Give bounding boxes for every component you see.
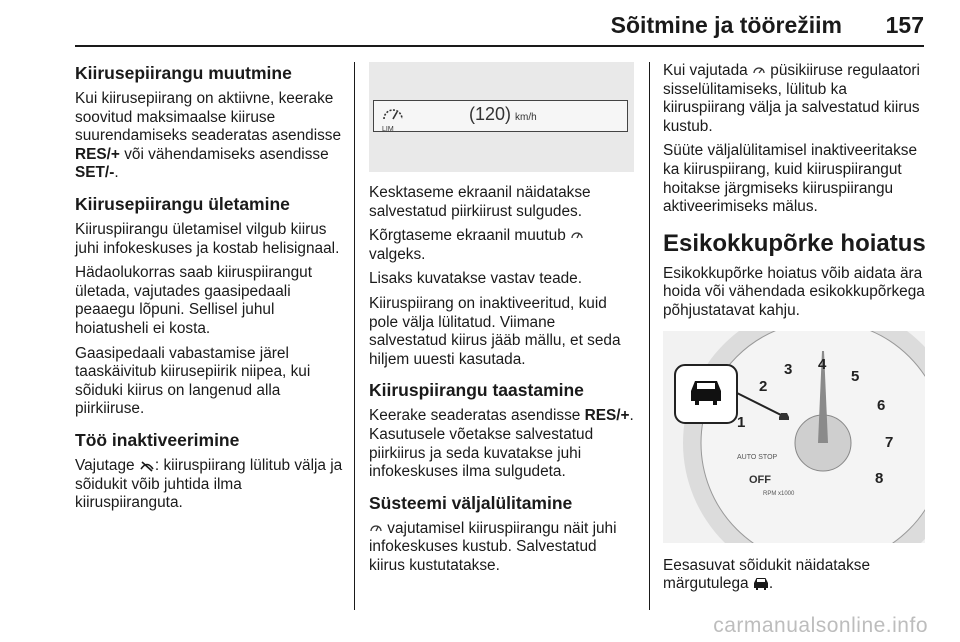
header-rule: [75, 45, 924, 47]
column-divider: [354, 62, 355, 610]
rpm-label: RPM x1000: [763, 490, 795, 497]
paragraph: Gaasipedaali vabastamise järel taaskäivitub kiirusepiirik niipea, kui sõiduki kiirus on langenud alla piirkiiruse.: [75, 344, 311, 418]
tachometer-svg: [663, 331, 925, 543]
paragraph: Keerake seaderatas asendisse RES/+. Kasutusele võetakse salvestatud piirkiirus ja seda kuvatakse juhi infokeskuses ilma sulgudeta.: [369, 407, 634, 481]
tick-label: 5: [851, 367, 860, 385]
display-illustration: [369, 62, 634, 172]
paragraph: Kiiruspiirang on inaktiveeritud, kuid pole välja lülitatud. Viimane salvestatud kiirus jääb mällu, et seda hiljem uuesti kasutada.: [369, 294, 621, 368]
stored-speed: (120) km/h: [469, 104, 537, 124]
speed-limiter-icon: [369, 521, 383, 535]
paragraph: Hädaolukorras saab kiiruspiirangut ületada, vajutades gaasipedaali peaaegu lõpuni. Sellisel juhul hoiatusheli ei kosta.: [75, 264, 312, 337]
tick-label: 6: [877, 396, 886, 414]
paragraph: Kiiruspiirangu ületamisel vilgub kiirus juhi infokeskuses ja kostab helisignaal.: [75, 220, 340, 257]
paragraph: vajutamisel kiiruspiirangu näit juhi infokeskuses kustub. Salvestatud kiirus kustutatakse.: [369, 519, 617, 574]
page-number: 157: [885, 12, 924, 38]
tick-label: 8: [875, 469, 884, 487]
paragraph: Kõrgtaseme ekraanil muutub valgeks.: [369, 227, 634, 264]
paragraph: Lisaks kuvatakse vastav teade.: [369, 270, 583, 288]
vehicle-ahead-icon: [753, 577, 769, 590]
watermark: carmanualsonline.info: [713, 614, 928, 637]
paragraph: Kesktaseme ekraanil näidatakse salvestatud piirkiirust sulgudes.: [369, 184, 591, 220]
auto-stop-label: AUTO STOP: [737, 453, 778, 461]
lim-label: LIM: [382, 126, 394, 133]
paragraph: Vajutage : kiiruspiirang lülitub välja ja sõidukit võib juhtida ilma kiiruspiiranguta.: [75, 456, 343, 512]
column-1: [75, 62, 345, 519]
heading: Esikokkupõrke hoiatus: [663, 229, 926, 257]
speed-limit-display: [373, 100, 628, 132]
paragraph: Süüte väljalülitamisel inaktiveeritakse ka kiiruspiirang, kuid kiiruspiirangut hoitakse järgmiseks kiiruspiirangu aktiveerimiseks mälus.: [663, 142, 918, 216]
speed-limiter-icon: [570, 228, 584, 242]
heading: Süsteemi väljalülitamine: [369, 492, 573, 513]
off-label: OFF: [749, 473, 771, 486]
column-2: [369, 62, 634, 582]
heading: Kiirusepiirangu muutmine: [75, 63, 292, 83]
paragraph: Kui kiirusepiirang on aktiivne, keerake soovitud maksimaalse kiiruse suurendamiseks seaderatas asendisse RES/+ või vähendamiseks asendisse SET/-.: [75, 90, 342, 182]
tick-label: 2: [759, 377, 768, 395]
heading: Kiiruspiirangu taastamine: [369, 380, 584, 401]
paragraph: Eesasuvat sõidukit näidatakse märgutulega .: [663, 556, 871, 593]
tick-label: 3: [784, 360, 793, 378]
tick-label: 4: [818, 355, 827, 373]
heading: Töö inaktiveerimine: [75, 429, 240, 450]
tick-label: 1: [737, 413, 746, 431]
heading: Kiirusepiirangu ületamine: [75, 193, 290, 214]
column-divider: [649, 62, 650, 610]
vehicle-ahead-indicator-icon: [779, 413, 789, 420]
section-title: Sõitmine ja töörežiim: [610, 12, 842, 38]
tick-label: 7: [885, 433, 894, 451]
tachometer-illustration: [663, 331, 925, 543]
column-3: [663, 62, 928, 600]
cancel-icon: [139, 460, 155, 472]
paragraph: Esikokkupõrke hoiatus võib aidata ära hoida või vähendada esikokkupõrkega põhjustatavat kahju.: [663, 264, 925, 319]
cruise-control-icon: [752, 63, 766, 77]
paragraph: Kui vajutada püsikiiruse regulaatori sisselülitamiseks, lülitub ka kiiruspiirang välja ja salvestatud kiirus kustub.: [663, 62, 920, 135]
